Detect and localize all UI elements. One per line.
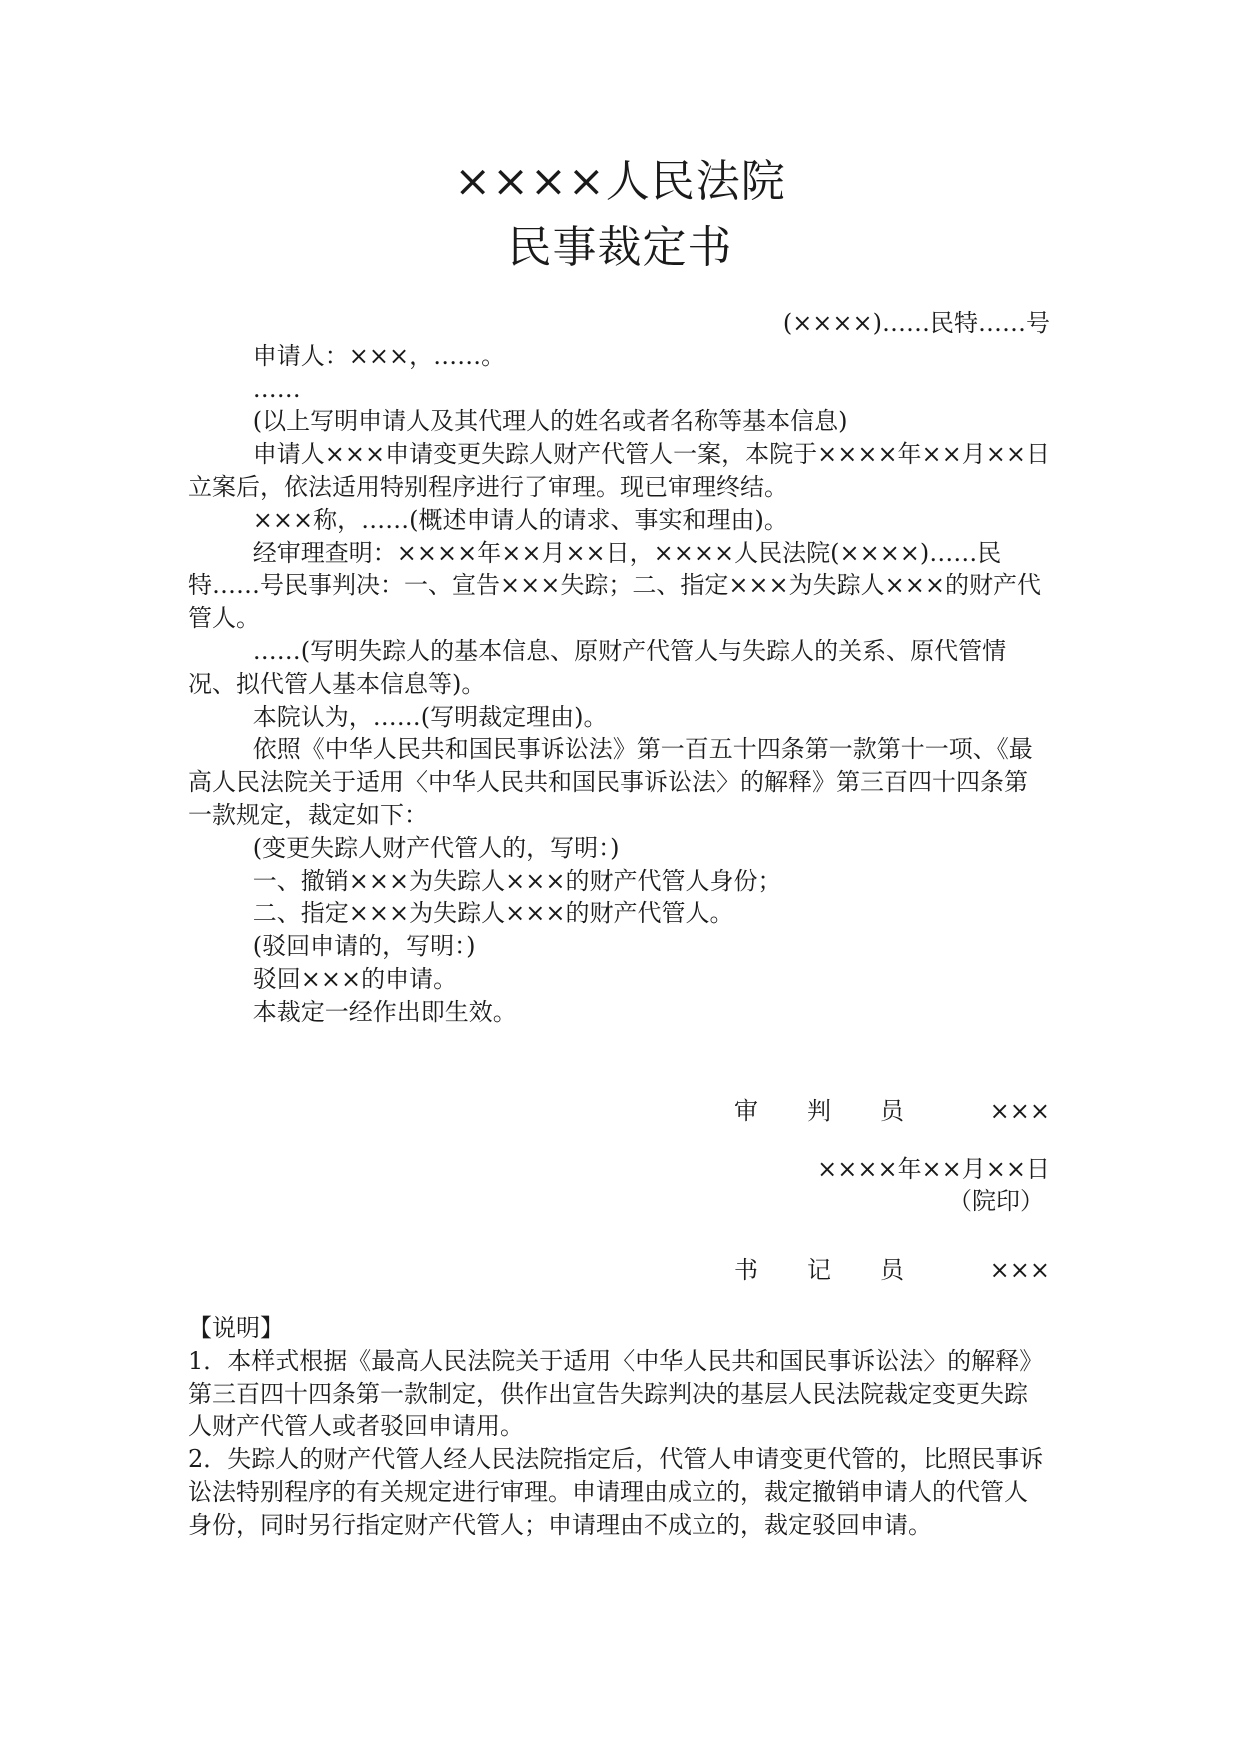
ruling-date: ××××年××月××日	[817, 1155, 1050, 1183]
paragraph-effect: 本裁定一经作出即生效。	[252, 997, 517, 1026]
paragraph-change-note: (变更失踪人财产代管人的，写明：)	[252, 833, 620, 862]
judge-name: ×××	[989, 1097, 1050, 1125]
paragraph-court-opinion: 本院认为，……(写明裁定理由)。	[252, 702, 608, 731]
document-body	[188, 307, 1050, 1029]
judge-signature	[650, 1095, 1050, 1127]
paragraph-applicant: 申请人：×××，……。	[252, 341, 506, 370]
ruling-item-2: 二、指定×××为失踪人×××的财产代管人。	[252, 899, 734, 928]
notes-heading: 【说明】	[188, 1314, 284, 1342]
document-title: 民事裁定书	[507, 222, 733, 273]
clerk-role: 书 记 员	[734, 1256, 904, 1284]
notes-section	[188, 1312, 1050, 1542]
clerk-signature	[650, 1254, 1050, 1286]
clerk-name: ×××	[989, 1256, 1050, 1284]
court-name: ××××人民法院	[454, 156, 786, 207]
paragraph-dismiss-note: (驳回申请的，写明：)	[252, 932, 476, 961]
paragraph-ellipsis: ……	[252, 374, 301, 403]
paragraph-case-filing: 申请人×××申请变更失踪人财产代管人一案，本院于××××年××月××日立案后，依法适用特别程序进行了审理。现已审理终结。	[188, 440, 1050, 501]
ruling-item-1: 一、撤销×××为失踪人×××的财产代管人身份；	[252, 866, 782, 895]
paragraph-legal-basis: 依照《中华人民共和国民事诉讼法》第一百五十四条第一款第十一项、《最高人民法院关于适用〈中华人民共和国民事诉讼法〉的解释》第三百四十四条第一款规定，裁定如下：	[188, 735, 1033, 829]
note-item-1: 1．本样式根据《最高人民法院关于适用〈中华人民共和国民事诉讼法〉的解释》第三百四十四条第一款制定，供作出宣告失踪判决的基层人民法院裁定变更失踪人财产代管人或者驳回申请用。	[188, 1346, 1044, 1441]
paragraph-facts-detail: ……(写明失踪人的基本信息、原财产代管人与失踪人的关系、原代管情况、拟代管人基本信息等)。	[188, 636, 1007, 698]
case-number: (××××)……民特……号	[782, 309, 1050, 337]
judge-role: 审 判 员	[734, 1097, 904, 1125]
court-seal-note: （院印）	[948, 1187, 1044, 1215]
note-item-2: 2．失踪人的财产代管人经人民法院指定后，代管人申请变更代管的，比照民事诉讼法特别程序的有关规定进行审理。申请理由成立的，裁定撤销申请人的代管人身份，同时另行指定财产代管人；申请理由不成立的，裁定驳回申请。	[188, 1445, 1044, 1539]
paragraph-facts: 经审理查明：××××年××月××日，××××人民法院(××××)……民特……号民事判决：一、宣告×××失踪；二、指定×××为失踪人×××的财产代管人。	[188, 538, 1041, 633]
paragraph-claim: ×××称，……(概述申请人的请求、事实和理由)。	[252, 505, 788, 534]
ruling-dismiss: 驳回×××的申请。	[252, 964, 458, 993]
paragraph-applicant-note: (以上写明申请人及其代理人的姓名或者名称等基本信息)	[252, 407, 848, 436]
